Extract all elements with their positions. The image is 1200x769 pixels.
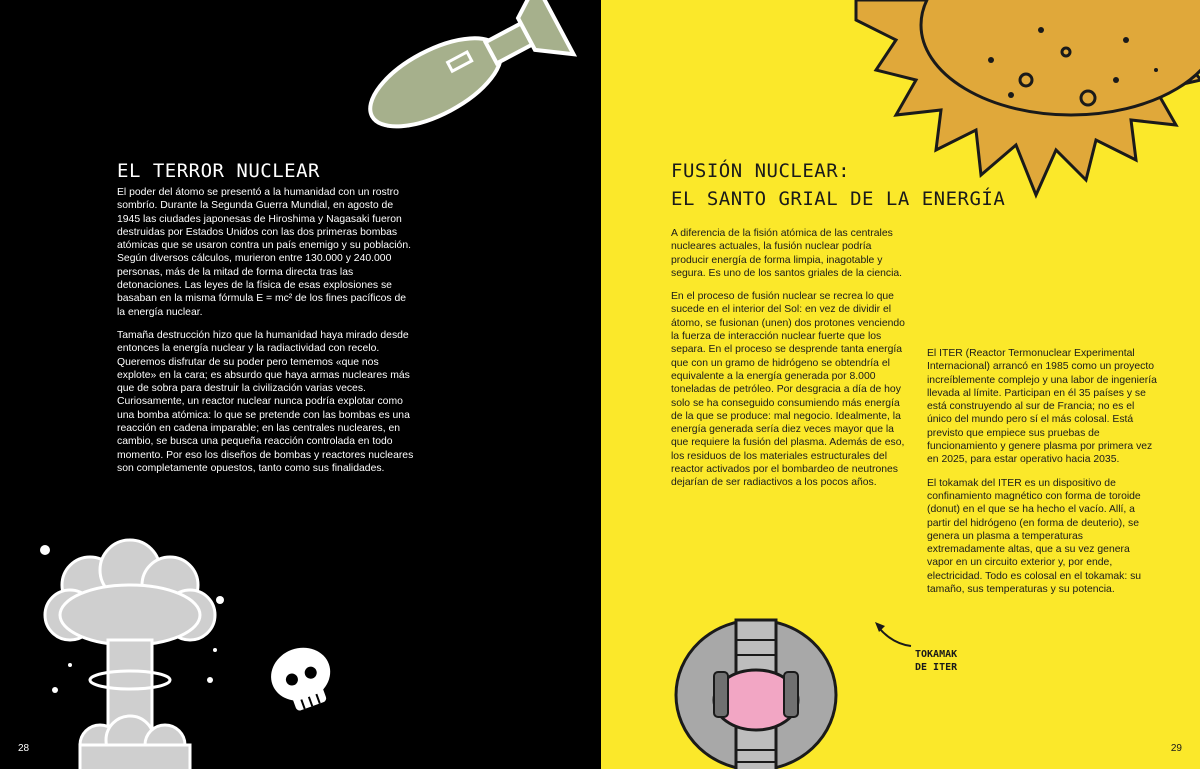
tokamak-callout: TOKAMAK DE ITER	[915, 649, 958, 673]
paragraph: El ITER (Reactor Termonuclear Experimental Internacional) arrancó en 1985 como un proyecto increíblemente complejo y una labor de ingeniería llevada al límite. Participan en él 35 países y se está construyendo al sur de Francia; no es el único del mundo pero sí el más colosal. Está previsto que empiece sus pruebas de funcionamiento y genere plasma por primera vez en 2025, para estar operativo hacia 2035.	[927, 348, 1157, 466]
tokamak-illustration	[666, 600, 846, 769]
page-heading: EL TERROR NUCLEAR	[117, 160, 320, 182]
page-number: 29	[1170, 743, 1182, 754]
paragraph: A diferencia de la fisión atómica de las centrales nucleares actuales, la fusión nuclear podría producir energía de forma limpia, inagotable y segura. Es uno de los santos griales de la ciencia.	[671, 228, 903, 279]
page-heading-line-1: FUSIÓN NUCLEAR:	[671, 160, 851, 182]
right-page	[601, 0, 1200, 769]
skull-illustration	[262, 638, 342, 718]
paragraph: En el proceso de fusión nuclear se recrea lo que sucede en el interior del Sol: en vez de dividir el átomo, se fusionan (unen) dos protones venciendo la fuerza de interacción nuclear fuerte que los separa. En el proceso se desprende tanta energía que con un gramo de hidrógeno se obtendría el equivalente a la energía generada por 8.000 toneladas de petróleo. Por desgracia a día de hoy solo se ha conseguido consumiendo más energía de la que se produce: mal negocio. Idealmente, la energía generada sería diez veces mayor que la que requiere la fusión del plasma. Además de eso, los residuos de los materiales estructurales del reactor activados por el bombardeo de neutrones dejarían de ser radiactivos a los pocos años.	[671, 291, 905, 489]
mushroom-cloud-illustration	[30, 540, 250, 769]
right-column-2-text	[927, 347, 1157, 606]
callout-arrow	[873, 618, 913, 648]
paragraph: Tamaña destrucción hizo que la humanidad haya mirado desde entonces la energía nuclear y la radiactividad con recelo. Queremos disfrutar de su poder pero tememos «que nos explote» en la cara; es absurdo que haya armas nucleares más que de sobra para destruir la civilización varias veces. Curiosamente, un reactor nuclear nunca podría explotar como una bomba atómica: lo que se pretende con las bombas es una reacción en cadena imparable; en las centrales nucleares, en cambio, se busca una pequeña reacción controlada en todo momento. Por eso los diseños de bombas y reactores nucleares son completamente opuestos, tanto como sus finalidades.	[117, 329, 414, 474]
atomic-bomb-illustration	[345, 0, 565, 110]
page-heading-line-2: EL SANTO GRIAL DE LA ENERGÍA	[671, 188, 1006, 210]
page-number: 28	[18, 743, 30, 754]
left-body-text	[117, 186, 415, 485]
paragraph: El poder del átomo se presentó a la humanidad con un rostro sombrío. Durante la Segunda Guerra Mundial, en agosto de 1945 las ciudades japonesas de Hiroshima y Nagasaki fueron destruidas por Estados Unidos con las dos primeras bombas atómicas que se usaron contra un país enemigo y su población. Según diversos cálculos, murieron entre 130.000 y 240.000 personas, más de la mitad de forma directa tras las detonaciones. Las leyes de la física de esas explosiones se basaban en la misma fórmula E = mc² de los fines pacíficos de la energía nuclear.	[117, 187, 412, 318]
paragraph: El tokamak del ITER es un dispositivo de confinamiento magnético con forma de toroide (donut) en el que se ha hecho el vacío. Allí, a partir del hidrógeno (en forma de deuterio), se genera un plasma a temperaturas extremadamente altas, que a su vez genera vapor en un circuito exterior y, por ende, electricidad. Todo es colosal en el tokamak: su tamaño, sus temperaturas y su potencia.	[927, 477, 1142, 596]
sun-illustration	[856, 0, 1200, 210]
right-column-1-text	[671, 227, 906, 500]
